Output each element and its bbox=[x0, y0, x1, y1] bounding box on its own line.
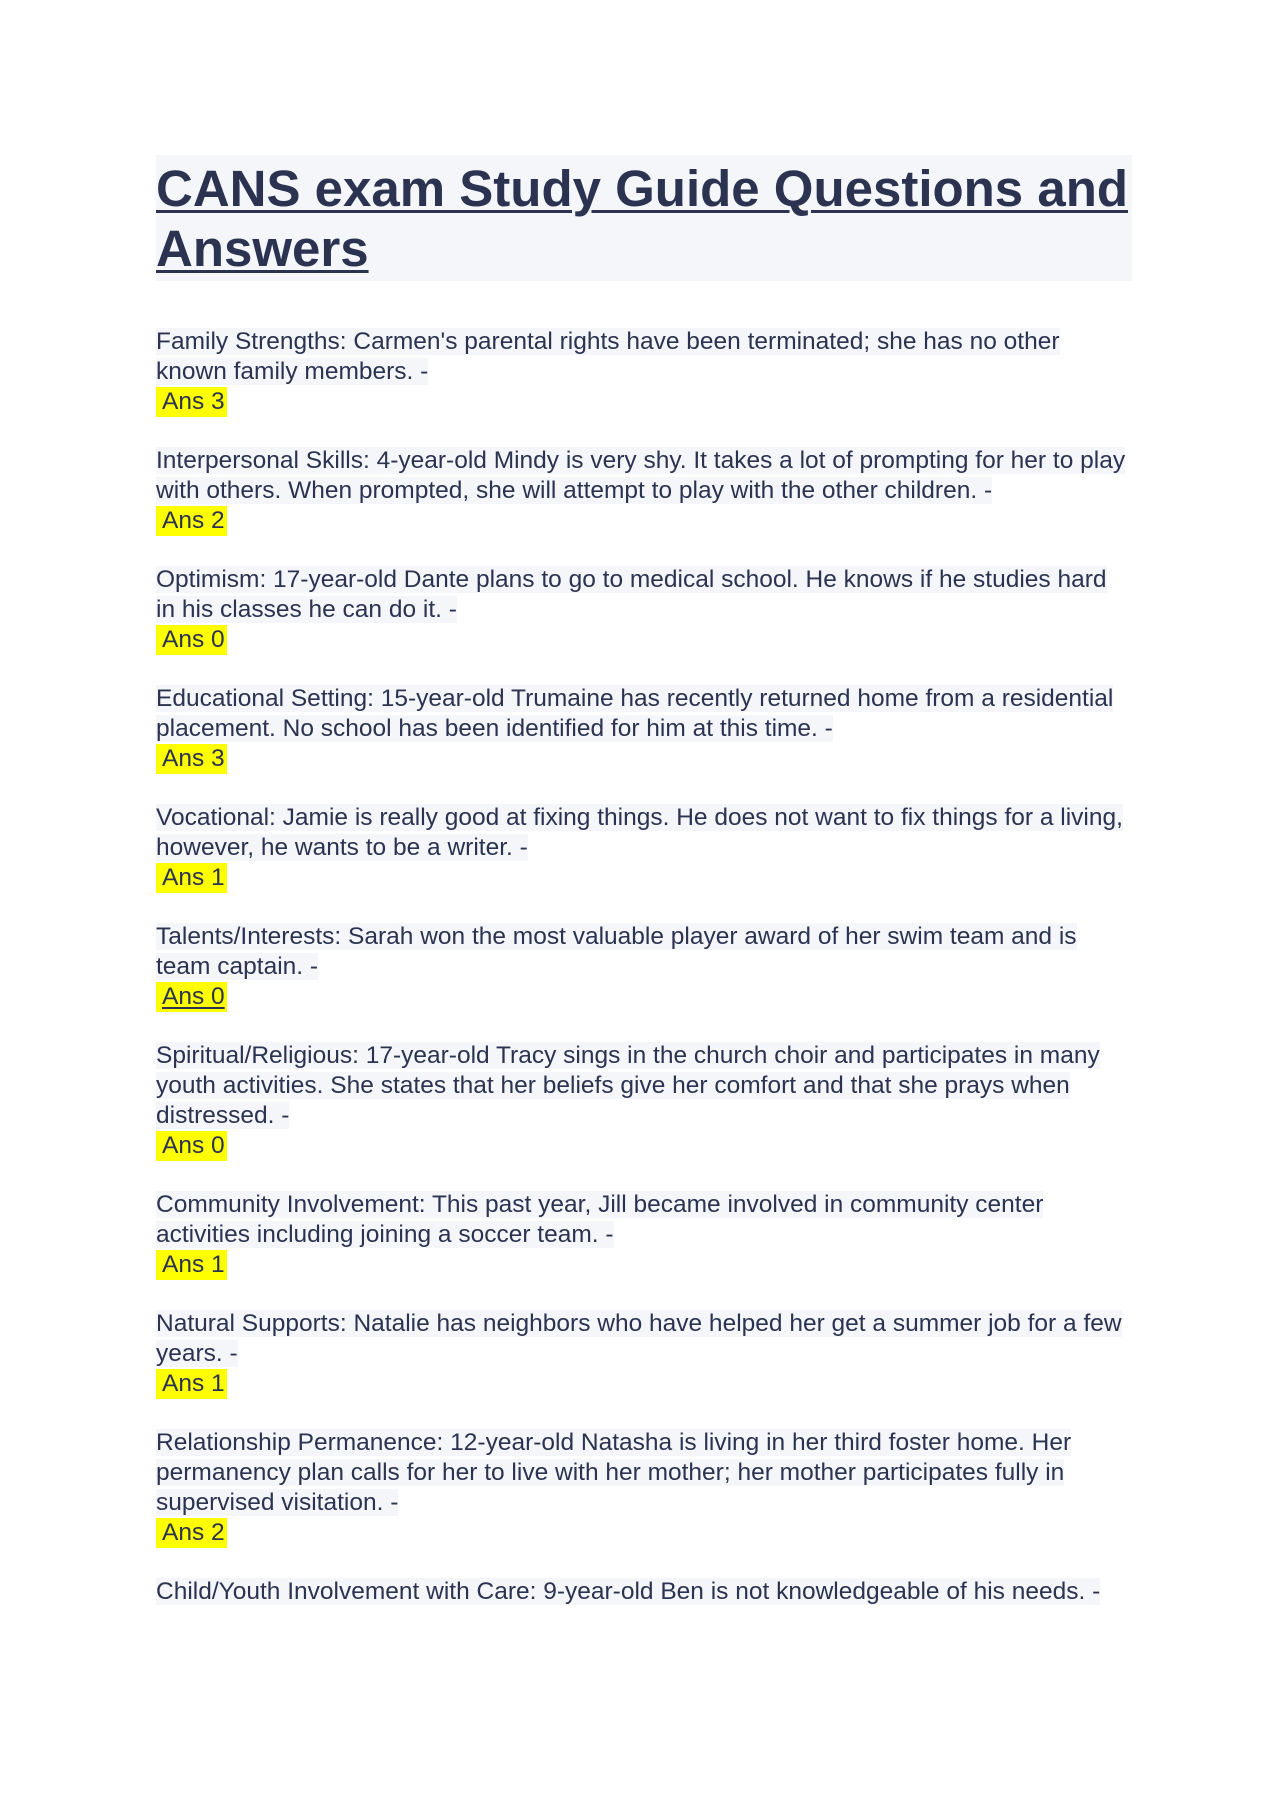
question-text: Natural Supports: Natalie has neighbors who have helped her get a summer job for a few years. - bbox=[156, 1310, 1122, 1367]
question-text: Educational Setting: 15-year-old Trumaine has recently returned home from a residential placement. No school has been identified for him at this time. - bbox=[156, 685, 1114, 742]
answer-highlight: Ans 3 bbox=[156, 744, 227, 774]
qa-item bbox=[156, 922, 1132, 1012]
qa-item bbox=[156, 1041, 1132, 1161]
question-text: Relationship Permanence: 12-year-old Natasha is living in her third foster home. Her permanency plan calls for her to live with her mother; her mother participates fully in supervised visitation. - bbox=[156, 1429, 1072, 1516]
answer-highlight: Ans 2 bbox=[156, 1518, 227, 1548]
qa-item bbox=[156, 684, 1132, 774]
qa-item bbox=[156, 565, 1132, 655]
title-block bbox=[156, 155, 1132, 281]
question-text: Interpersonal Skills: 4-year-old Mindy is very shy. It takes a lot of prompting for her to play with others. When prompted, she will attempt to play with the other children. - bbox=[156, 447, 1126, 504]
page-title: CANS exam Study Guide Questions and Answers bbox=[156, 160, 1129, 277]
question-text: Community Involvement: This past year, Jill became involved in community center activities including joining a soccer team. - bbox=[156, 1191, 1044, 1248]
answer-highlight: Ans 1 bbox=[156, 1369, 227, 1399]
qa-item bbox=[156, 1577, 1132, 1607]
answer-highlight: Ans 1 bbox=[156, 1250, 227, 1280]
question-text: Optimism: 17-year-old Dante plans to go to medical school. He knows if he studies hard in his classes he can do it. - bbox=[156, 566, 1107, 623]
question-text: Talents/Interests: Sarah won the most valuable player award of her swim team and is team captain. - bbox=[156, 923, 1077, 980]
answer-highlight: Ans 2 bbox=[156, 506, 227, 536]
question-text: Child/Youth Involvement with Care: 9-year-old Ben is not knowledgeable of his needs. - bbox=[156, 1578, 1101, 1605]
question-text: Spiritual/Religious: 17-year-old Tracy sings in the church choir and participates in many youth activities. She states that her beliefs give her comfort and that she prays when distressed. - bbox=[156, 1042, 1100, 1129]
qa-item bbox=[156, 327, 1132, 417]
qa-item bbox=[156, 1428, 1132, 1548]
qa-item bbox=[156, 803, 1132, 893]
answer-highlight: Ans 3 bbox=[156, 387, 227, 417]
qa-item bbox=[156, 446, 1132, 536]
qa-item bbox=[156, 1190, 1132, 1280]
question-text: Vocational: Jamie is really good at fixing things. He does not want to fix things for a living, however, he wants to be a writer. - bbox=[156, 804, 1123, 861]
answer-highlight: Ans 0 bbox=[156, 1131, 227, 1161]
answer-highlight: Ans 1 bbox=[156, 863, 227, 893]
answer-highlight: Ans 0 bbox=[156, 982, 227, 1012]
answer-highlight: Ans 0 bbox=[156, 625, 227, 655]
document-page bbox=[156, 155, 1132, 1636]
qa-item bbox=[156, 1309, 1132, 1399]
question-text: Family Strengths: Carmen's parental rights have been terminated; she has no other known family members. - bbox=[156, 328, 1060, 385]
